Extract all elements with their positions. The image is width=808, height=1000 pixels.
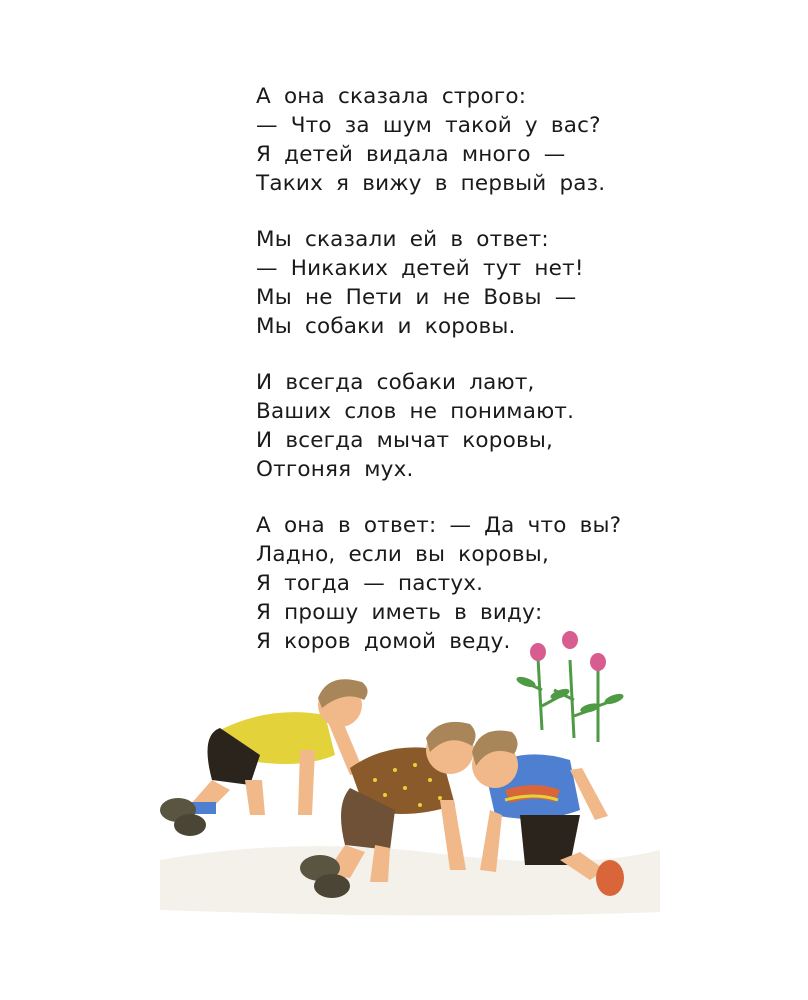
poem-line: Мы не Пети и не Вовы —	[256, 285, 577, 310]
clover-flowers	[520, 658, 620, 742]
poem-line: А она сказала строго:	[256, 84, 527, 109]
poem-line: А она в ответ: — Да что вы?	[256, 513, 622, 538]
poem-text	[256, 82, 656, 683]
poem-line: Я прошу иметь в виду:	[256, 600, 543, 625]
poem-line: — Никаких детей тут нет!	[256, 256, 584, 281]
stanza-3	[256, 368, 656, 484]
stanza-1	[256, 82, 656, 198]
boy-yellow-shirt	[160, 679, 368, 836]
poem-line: Я коров домой веду.	[256, 629, 511, 654]
poem-line: — Что за шум такой у вас?	[256, 113, 601, 138]
poem-line: Отгоняя мух.	[256, 457, 414, 482]
poem-line: Таких я вижу в первый раз.	[256, 171, 606, 196]
poem-line: И всегда мычат коровы,	[256, 428, 554, 453]
poem-line: Я детей видала много —	[256, 142, 566, 167]
poem-line: Мы сказали ей в ответ:	[256, 227, 549, 252]
poem-line: Ваших слов не понимают.	[256, 399, 575, 424]
poem-line: Ладно, если вы коровы,	[256, 542, 549, 567]
stanza-2	[256, 225, 656, 341]
poem-line: И всегда собаки лают,	[256, 370, 535, 395]
poem-line: Я тогда — пастух.	[256, 571, 484, 596]
poem-line: Мы собаки и коровы.	[256, 314, 516, 339]
three-boys-crawling-illustration	[150, 620, 670, 920]
